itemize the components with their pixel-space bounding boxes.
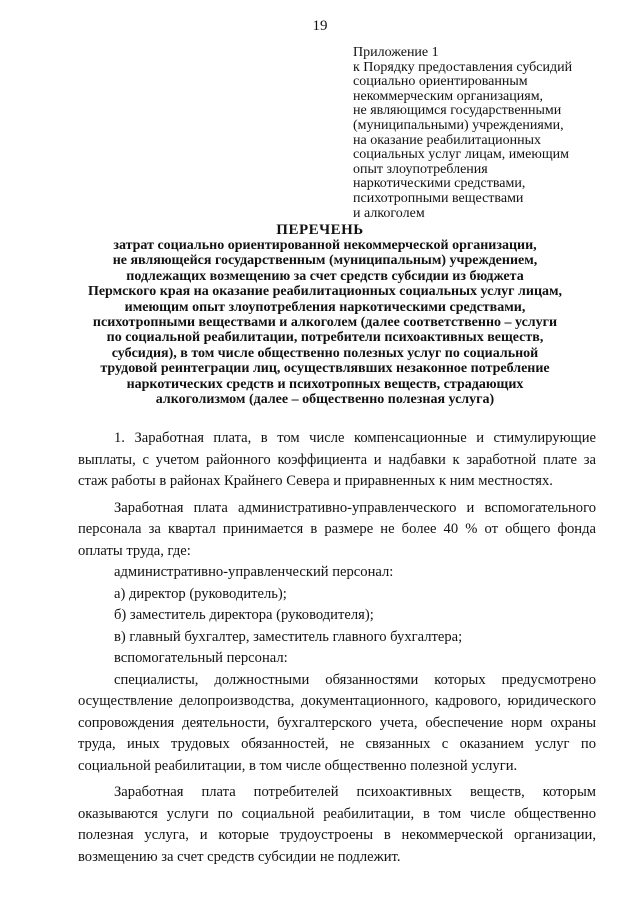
appendix-line: не являющимся государственными (353, 103, 562, 119)
appendix-line: к Порядку предоставления субсидий (353, 59, 573, 75)
subtitle-line: психотропными веществами и алкоголем (далее соответственно – услуги (92, 315, 558, 331)
list-item-chief-accountant: в) главный бухгалтер, заместитель главного бухгалтера; (114, 628, 463, 645)
subtitle-line: алкоголизмом (далее – общественно полезная услуга) (155, 392, 495, 408)
subtitle-line: по социальной реабилитации, потребители психоактивных веществ, (106, 330, 544, 346)
subtitle-line: затрат социально ориентированной некоммерческой организации, (113, 238, 537, 253)
appendix-line: опыт злоупотребления (353, 161, 488, 177)
paragraph-specialists: специалисты, должностными обязанностями которых предусмотрено осуществление делопроизводства, документационного, кадрового, юридического сопровождения деятельности, бухгалтерского учета, обеспечение норм охраны труда, иных трудовых обязанностей, не связанных с оказанием услуг по социальной реабилитации, в том числе общественно полезной услуги. (78, 671, 596, 774)
appendix-line: наркотическими средствами, (353, 176, 526, 192)
auxiliary-staff-heading: вспомогательный персонал: (114, 650, 288, 666)
document-body (78, 428, 596, 868)
paragraph-admin-staff-limit: Заработная плата административно-управленческого и вспомогательного персонала за квартал принимается в размере не более 40 % от общего фонда оплаты труда, где: (78, 499, 596, 559)
appendix-line: социально ориентированным (353, 74, 528, 90)
appendix-line: и алкоголем (353, 205, 425, 221)
appendix-line: некоммерческим организациям, (353, 88, 544, 104)
subtitle-line: не являющейся государственным (муниципальным) учреждением, (112, 253, 538, 269)
subtitle-line: Пермского края на оказание реабилитационных социальных услуг лицам, (87, 284, 563, 300)
paragraph-consumer-wages: Заработная плата потребителей психоактивных веществ, которым оказываются услуги по социальной реабилитации, в том числе общественно полезная услуга, и которые трудоустроены в некоммерческой организации, возмещению за счет средств субсидии не подлежит. (78, 784, 596, 865)
appendix-line: социальных услуг лицам, имеющим (353, 147, 569, 163)
list-item-director: а) директор (руководитель); (114, 585, 287, 602)
subtitle-line: подлежащих возмещению за счет средств субсидии из бюджета (126, 268, 524, 284)
list-item-deputy-director: б) заместитель директора (руководителя); (114, 607, 374, 623)
appendix-note (353, 46, 633, 221)
appendix-line: психотропными веществами (353, 190, 524, 206)
page-number: 19 (312, 18, 328, 34)
document-title: ПЕРЕЧЕНЬ (276, 222, 364, 238)
appendix-line: (муниципальными) учреждениями, (353, 117, 564, 133)
document-subtitle (60, 238, 590, 407)
subtitle-line: трудовой реинтеграции лиц, осуществлявших незаконное потребление (100, 361, 550, 377)
subtitle-line: субсидия), в том числе общественно полезных услуг по социальной (111, 345, 539, 361)
admin-staff-heading: административно-управленческий персонал: (114, 564, 394, 580)
appendix-line: на оказание реабилитационных (353, 132, 542, 148)
subtitle-line: имеющим опыт злоупотребления наркотическими средствами, (124, 299, 526, 315)
appendix-line: Приложение 1 (353, 45, 439, 60)
subtitle-line: наркотических средств и психотропных веществ, страдающих (126, 376, 524, 392)
paragraph-wages: 1. Заработная плата, в том числе компенсационные и стимулирующие выплаты, с учетом районного коэффициента и надбавки к заработной плате за стаж работы в районах Крайнего Севера и приравненных к ним местностях. (78, 430, 596, 489)
